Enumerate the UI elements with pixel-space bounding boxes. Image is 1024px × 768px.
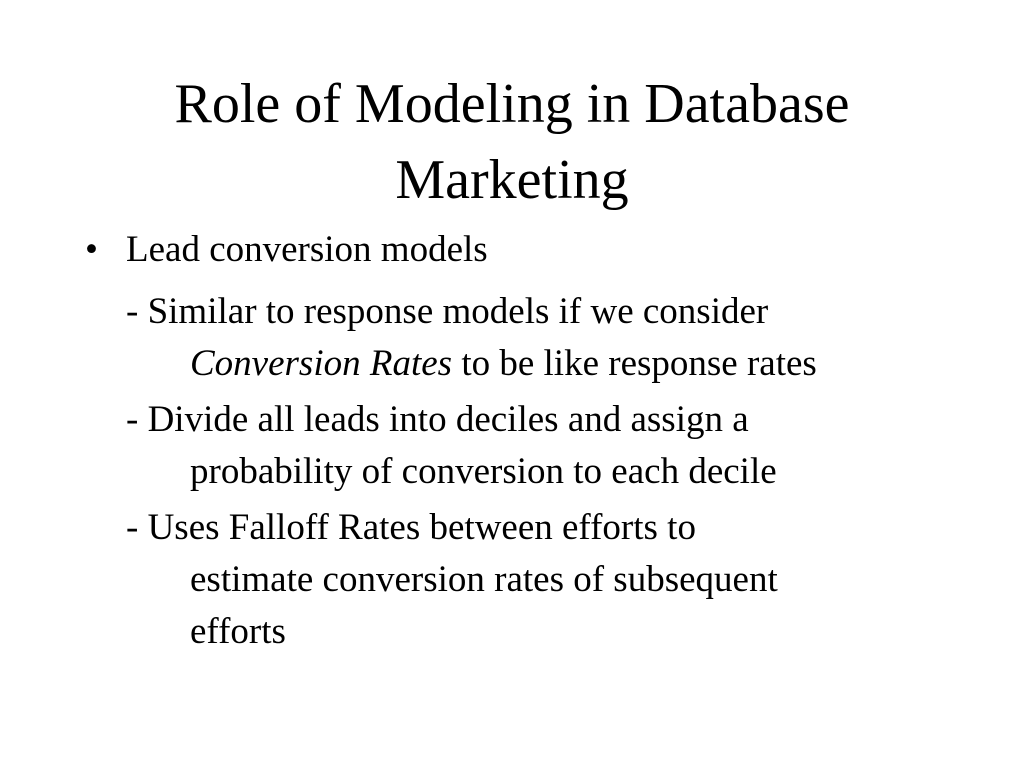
sub-item-1-line-1: - Similar to response models if we consider [126,291,769,332]
sub-item-1-italic-term: Conversion Rates [190,343,453,384]
bullet-text: Lead conversion models [126,229,488,270]
slide-title-line-2: Marketing [395,149,629,211]
sub-item-3 [126,502,778,658]
sub-item-3-line-1: - Uses Falloff Rates between efforts to [126,507,696,548]
sub-item-1-line-2-rest: to be like response rates [452,343,817,384]
slide-title [0,66,1024,218]
sub-item-3-line-3: efforts [190,611,286,652]
sub-item-1 [126,286,817,390]
sub-item-2-line-1: - Divide all leads into deciles and assign a [126,399,749,440]
bullet-item [85,224,488,276]
sub-item-3-line-2: estimate conversion rates of subsequent [190,559,778,600]
sub-item-2 [126,394,777,498]
sub-item-1-line-2 [126,338,817,390]
bullet-dot: • [85,229,98,270]
sub-item-2-line-2: probability of conversion to each decile [190,451,777,492]
slide-title-line-1: Role of Modeling in Database [174,73,850,135]
